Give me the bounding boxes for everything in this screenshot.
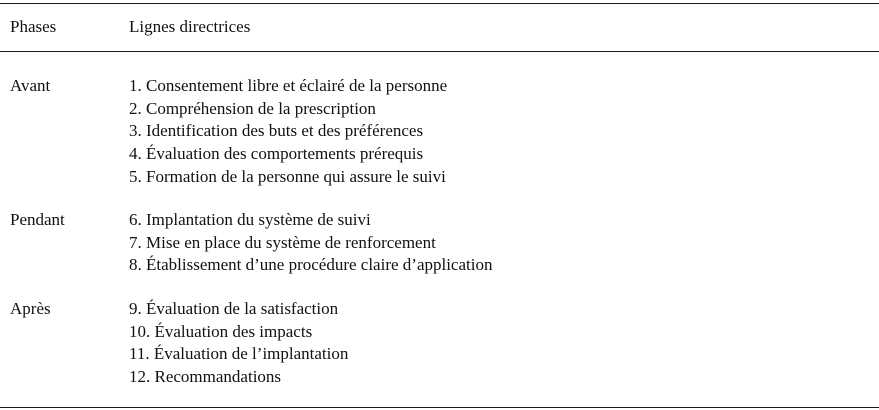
- guideline-item: 9. Évaluation de la satisfaction: [129, 299, 339, 318]
- guideline-list: [129, 298, 348, 389]
- phase-label: Avant: [10, 76, 51, 95]
- header-bottom-rule: [0, 51, 879, 52]
- guideline-item: 2. Compréhension de la prescription: [129, 98, 376, 118]
- guideline-item: 6. Implantation du système de suivi: [129, 210, 371, 229]
- table-bottom-rule: [0, 407, 879, 408]
- phases-column-header: Phases: [10, 17, 57, 36]
- table-top-rule: [0, 3, 879, 4]
- guideline-item: 4. Évaluation des comportements prérequis: [129, 144, 424, 164]
- guideline-item: 10. Évaluation des impacts: [129, 321, 313, 341]
- guideline-item: 3. Identification des buts et des préférences: [129, 121, 424, 141]
- guidelines-column-header: Lignes directrices: [129, 17, 251, 36]
- guideline-item: 11. Évaluation de l’implantation: [129, 344, 349, 364]
- guideline-item: 1. Consentement libre et éclairé de la personne: [129, 76, 448, 95]
- guideline-item: 8. Établissement d’une procédure claire d’application: [129, 255, 493, 275]
- phase-label: Pendant: [10, 210, 65, 229]
- guideline-list: [129, 209, 492, 277]
- guideline-list: [129, 75, 447, 189]
- guideline-item: 12. Recommandations: [129, 367, 282, 387]
- phase-label: Après: [10, 299, 51, 318]
- guideline-item: 7. Mise en place du système de renforcement: [129, 232, 436, 252]
- guideline-item: 5. Formation de la personne qui assure le suivi: [129, 166, 446, 186]
